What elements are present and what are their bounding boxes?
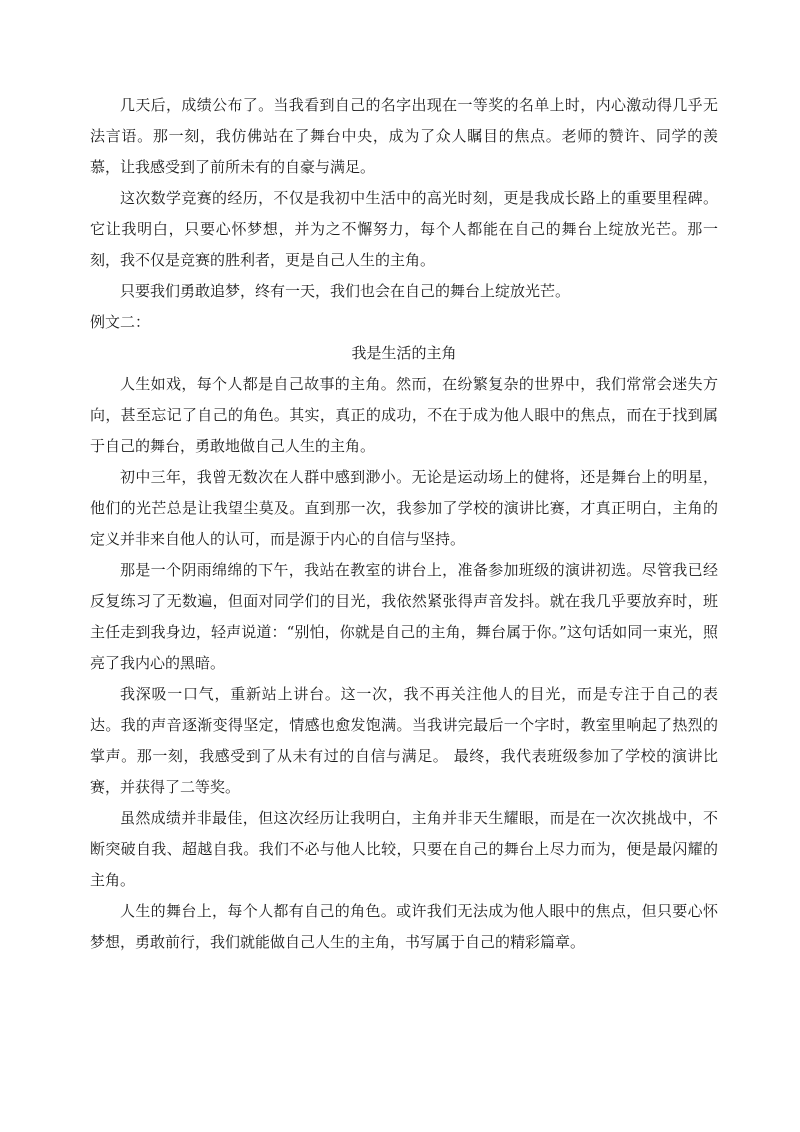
paragraph: 那是一个阴雨绵绵的下午，我站在教室的讲台上，准备参加班级的演讲初选。尽管我已经反复练习了无数遍，但面对同学们的目光，我依然紧张得声音发抖。就在我几乎要放弃时，班主任走到我身边，轻声说道：“别怕，你就是自己的主角，舞台属于你。”这句话如同一束光，照亮了我内心的黑暗。 bbox=[90, 561, 718, 672]
paragraph: 初中三年，我曾无数次在人群中感到渺小。无论是运动场上的健将，还是舞台上的明星，他们的光芒总是让我望尘莫及。直到那一次，我参加了学校的演讲比赛，才真正明白，主角的定义并非来自他人的认可，而是源于内心的自信与坚持。 bbox=[90, 468, 718, 548]
example-label: 例文二： bbox=[90, 313, 151, 331]
paragraph: 虽然成绩并非最佳，但这次经历让我明白，主角并非天生耀眼，而是在一次次挑战中，不断突破自我、超越自我。我们不必与他人比较，只要在自己的舞台上尽力而为，便是最闪耀的主角。 bbox=[90, 809, 718, 889]
paragraph: 人生的舞台上，每个人都有自己的角色。或许我们无法成为他人眼中的焦点，但只要心怀梦想，勇敢前行，我们就能做自己人生的主角，书写属于自己的精彩篇章。 bbox=[90, 902, 718, 951]
paragraph: 我深吸一口气，重新站上讲台。这一次，我不再关注他人的目光，而是专注于自己的表达。我的声音逐渐变得坚定，情感也愈发饱满。当我讲完最后一个字时，教室里响起了热烈的掌声。那一刻，我感受到了从未有过的自信与满足。 最终，我代表班级参加了学校的演讲比赛，并获得了二等奖。 bbox=[90, 685, 718, 796]
paragraph: 这次数学竞赛的经历，不仅是我初中生活中的高光时刻，更是我成长路上的重要里程碑。它让我明白，只要心怀梦想，并为之不懈努力，每个人都能在自己的舞台上绽放光芒。那一刻，我不仅是竞赛的胜利者，更是自己人生的主角。 bbox=[90, 189, 718, 269]
paragraph: 几天后，成绩公布了。当我看到自己的名字出现在一等奖的名单上时，内心激动得几乎无法言语。那一刻，我仿佛站在了舞台中央，成为了众人瞩目的焦点。老师的赞许、同学的羡慕，让我感受到了前所未有的自豪与满足。 bbox=[90, 96, 718, 176]
paragraph: 人生如戏，每个人都是自己故事的主角。然而，在纷繁复杂的世界中，我们常常会迷失方向，甚至忘记了自己的角色。其实，真正的成功，不在于成为他人眼中的焦点，而在于找到属于自己的舞台，勇敢地做自己人生的主角。 bbox=[90, 375, 718, 455]
paragraph: 只要我们勇敢追梦，终有一天，我们也会在自己的舞台上绽放光芒。 bbox=[120, 282, 571, 300]
essay-title: 我是生活的主角 bbox=[351, 344, 457, 362]
document-page bbox=[90, 90, 718, 958]
